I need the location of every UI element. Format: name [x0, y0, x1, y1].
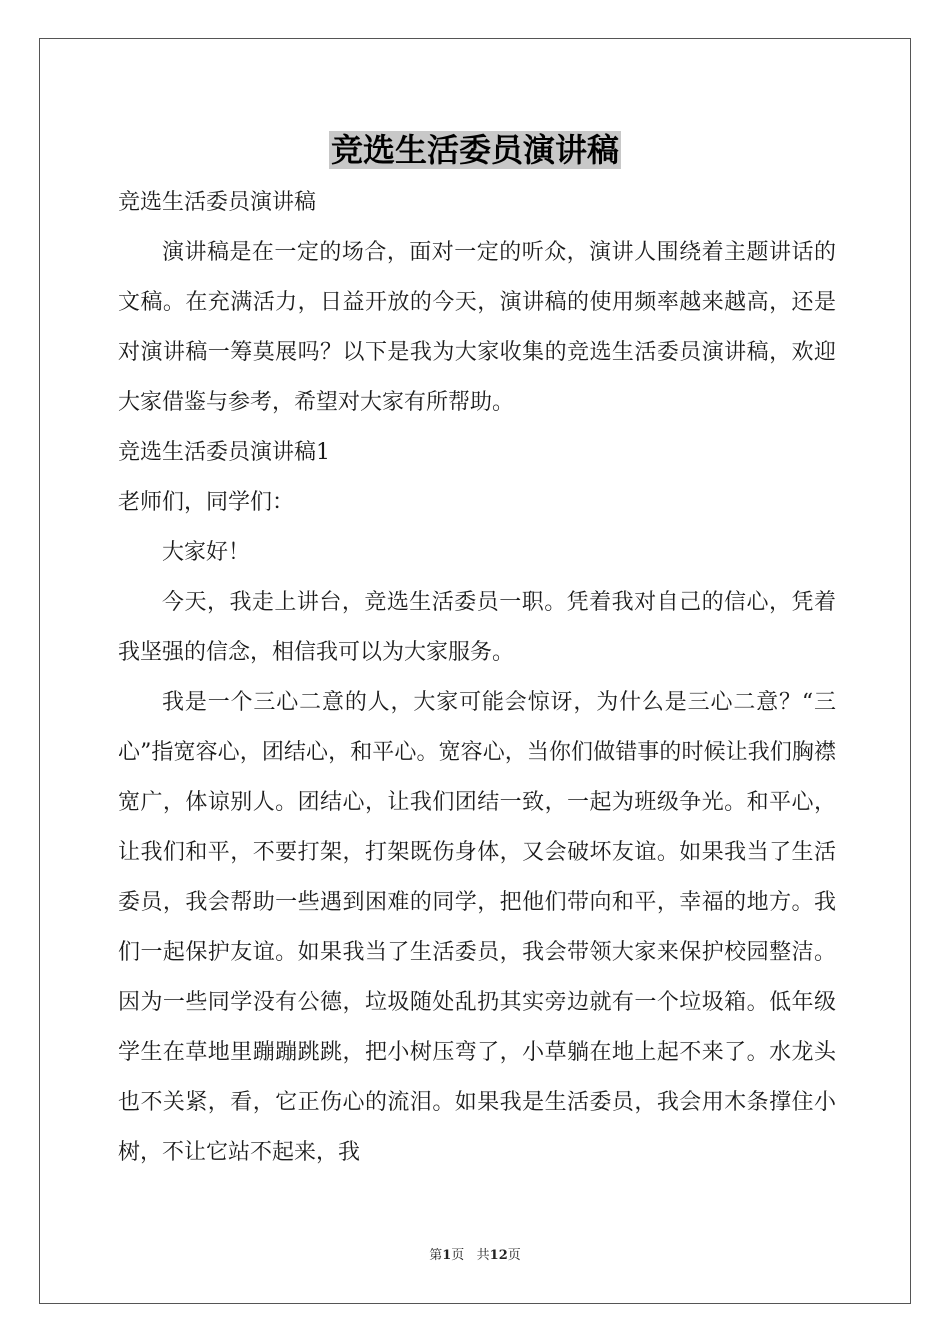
document-body — [118, 178, 836, 1178]
paragraph: 我是一个三心二意的人，大家可能会惊讶，为什么是三心二意？“三心”指宽容心，团结心，和平心。宽容心，当你们做错事的时候让我们胸襟宽广，体谅别人。团结心，让我们团结一致，一起为班级争光。和平心，让我们和平，不要打架，打架既伤身体，又会破坏友谊。如果我当了生活委员，我会帮助一些遇到困难的同学，把他们带向和平，幸福的地方。我们一起保护友谊。如果我当了生活委员，我会带领大家来保护校园整洁。因为一些同学没有公德，垃圾随处乱扔其实旁边就有一个垃圾箱。低年级学生在草地里蹦蹦跳跳，把小树压弯了，小草躺在地上起不来了。水龙头也不关紧，看，它正伤心的流泪。如果我是生活委员，我会用木条撑住小树，不让它站不起来，我 — [118, 690, 836, 1165]
current-page-number: 1 — [442, 1248, 452, 1263]
paragraph: 今天，我走上讲台，竞选生活委员一职。凭着我对自己的信心，凭着我坚强的信念，相信我可以为大家服务。 — [118, 590, 836, 665]
footer-middle: 页 共 — [451, 1248, 490, 1263]
paragraph: 竞选生活委员演讲稿1 — [118, 440, 330, 465]
footer-suffix: 页 — [507, 1248, 521, 1263]
paragraph: 大家好！ — [162, 540, 251, 565]
total-page-count: 12 — [489, 1248, 508, 1263]
document-title — [0, 128, 950, 172]
paragraph: 演讲稿是在一定的场合，面对一定的听众，演讲人围绕着主题讲话的文稿。在充满活力，日益开放的今天，演讲稿的使用频率越来越高，还是对演讲稿一筹莫展吗？以下是我为大家收集的竞选生活委员演讲稿，欢迎大家借鉴与参考，希望对大家有所帮助。 — [118, 240, 836, 415]
page-footer — [0, 1244, 950, 1263]
document-title-text: 竞选生活委员演讲稿 — [330, 131, 619, 169]
paragraph: 竞选生活委员演讲稿 — [118, 190, 317, 215]
footer-prefix: 第 — [429, 1248, 443, 1263]
paragraph: 老师们，同学们： — [118, 490, 295, 515]
